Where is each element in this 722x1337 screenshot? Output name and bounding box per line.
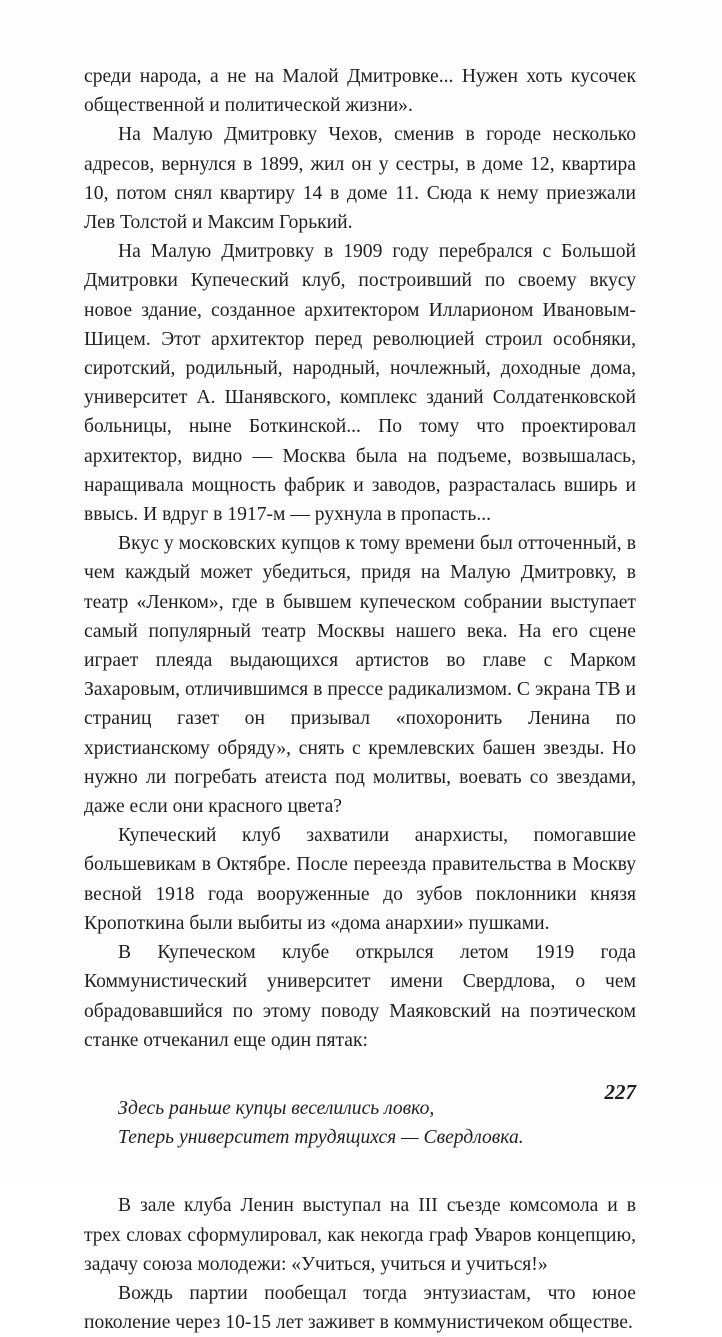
paragraph: На Малую Дмитровку Чехов, сменив в городе несколько адресов, вернулся в 1899, жил он у сестры, в доме 12, квартира 10, потом снял квартиру 14 в доме 11. Сюда к нему приезжали Лев Толстой и Максим Горький. (84, 124, 636, 234)
page-body (84, 62, 636, 1337)
paragraph: В Купеческом клубе открылся летом 1919 года Коммунистический университет имени Свердлова, о чем обрадовавшийся по этому поводу Маяковский на поэтическом станке отчеканил еще один пятак: (84, 942, 636, 1051)
paragraph: В зале клуба Ленин выступал на III съезде комсомола и в трех словах сформулировал, как некогда граф Уваров концепцию, задачу союза молодежи: «Учиться, учиться и учиться!» (84, 1195, 636, 1275)
verse-line: Теперь университет трудящихся — Свердловка. (118, 1127, 524, 1149)
paragraph: среди народа, а не на Малой Дмитровке... Нужен хоть кусочек общественной и политической жизни». (84, 66, 636, 117)
paragraph: На Малую Дмитровку в 1909 году перебрался с Большой Дмитровки Купеческий клуб, построивший по своему вкусу новое здание, созданное архитектором Илларионом Ивановым-Шицем. Этот архитектор перед революцией строил особняки, сиротский, родильный, народный, ночлежный, доходные дома, университет А. Шанявского, комплекс зданий Солдатенковской больницы, ныне Боткинской... По тому что проектировал архитектор, видно — Москва была на подъеме, возвышалась, наращивала мощность фабрик и заводов, разрасталась вширь и ввысь. И вдруг в 1917-м — рухнула в пропасть... (84, 241, 636, 526)
paragraph: Вождь партии пообещал тогда энтузиастам, что юное поколение через 10-15 лет заживет в коммунистичеком обществе. (84, 1282, 636, 1334)
verse-quote (84, 1094, 636, 1152)
paragraph: Вкус у московских купцов к тому времени был отточенный, в чем каждый может убедиться, придя на Малую Дмитровку, в театр «Ленком», где в бывшем купеческом собрании выступает самый популярный театр Москвы нашего века. На его сцене играет плеяда выдающихся артистов во главе с Марком Захаровым, отличившимся в прессе радикализмом. С экрана ТВ и страниц газет он призывал «похоронить Ленина по христианскому обряду», снять с кремлевских башен звезды. Но нужно ли погребать атеиста под молитвы, воевать со звездами, даже если они красного цвета? (84, 533, 636, 818)
page-number: 227 (604, 1080, 636, 1104)
verse-line: Здесь раньше купцы веселились ловко, (118, 1097, 435, 1119)
paragraph: Купеческий клуб захватили анархисты, помогавшие большевикам в Октябре. После переезда правительства в Москву весной 1918 года вооруженные до зубов поклонники князя Кропоткина были выбиты из «дома анархии» пушками. (84, 825, 636, 934)
